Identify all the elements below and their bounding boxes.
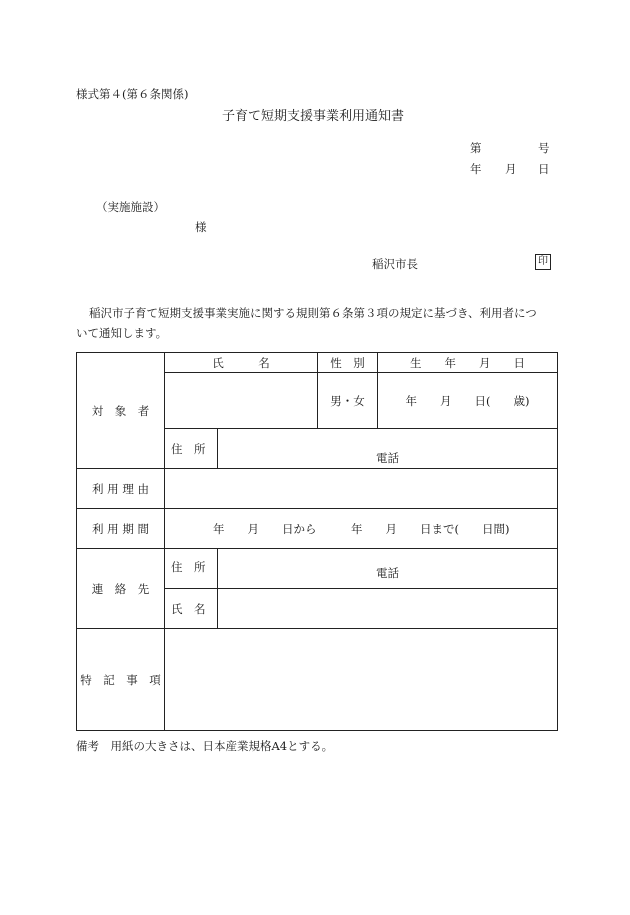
body-text-line2: いて通知します。 <box>76 326 168 340</box>
notification-table <box>76 352 558 731</box>
body-text-line1: 稲沢市子育て短期支援事業実施に関する規則第６条第３項の規定に基づき、利用者につ <box>89 306 537 320</box>
facility-label: （実施施設） <box>96 200 165 214</box>
notes-label: 特 記 事 項 <box>77 629 165 731</box>
period-label: 利 用 期 間 <box>77 509 165 549</box>
contact-address-label: 住 所 <box>165 549 218 589</box>
subject-label: 対 象 者 <box>77 353 165 469</box>
phone-label: 電話 <box>218 429 558 469</box>
date-month: 月 <box>505 162 517 176</box>
contact-label: 連 絡 先 <box>77 549 165 629</box>
date-year: 年 <box>470 162 482 176</box>
name-header: 氏 名 <box>165 353 318 373</box>
subject-name-field[interactable] <box>165 373 318 429</box>
birthdate-header: 生 年 月 日 <box>378 353 558 373</box>
contact-name-label: 氏 名 <box>165 589 218 629</box>
date-day: 日 <box>538 162 550 176</box>
reason-field[interactable] <box>165 469 558 509</box>
remark-text: 備考 用紙の大きさは、日本産業規格A4とする。 <box>76 739 334 753</box>
contact-name-field[interactable] <box>218 589 558 629</box>
honorific: 様 <box>195 220 207 234</box>
address-label: 住 所 <box>165 429 218 469</box>
number-prefix: 第 <box>470 141 482 155</box>
form-code: 様式第４(第６条関係) <box>76 87 189 101</box>
contact-phone-label: 電話 <box>218 549 558 589</box>
document-title: 子育て短期支援事業利用通知書 <box>222 109 405 124</box>
seal-mark: 印 <box>535 254 551 270</box>
notes-field[interactable] <box>165 629 558 731</box>
birthdate-field: 年 月 日( 歳) <box>378 373 558 429</box>
sex-header: 性 別 <box>318 353 378 373</box>
sex-options: 男・女 <box>318 373 378 429</box>
period-field: 年 月 日から 年 月 日まで( 日間) <box>165 509 558 549</box>
issuer-name: 稲沢市長 <box>372 257 418 271</box>
reason-label: 利 用 理 由 <box>77 469 165 509</box>
number-suffix: 号 <box>538 141 550 155</box>
